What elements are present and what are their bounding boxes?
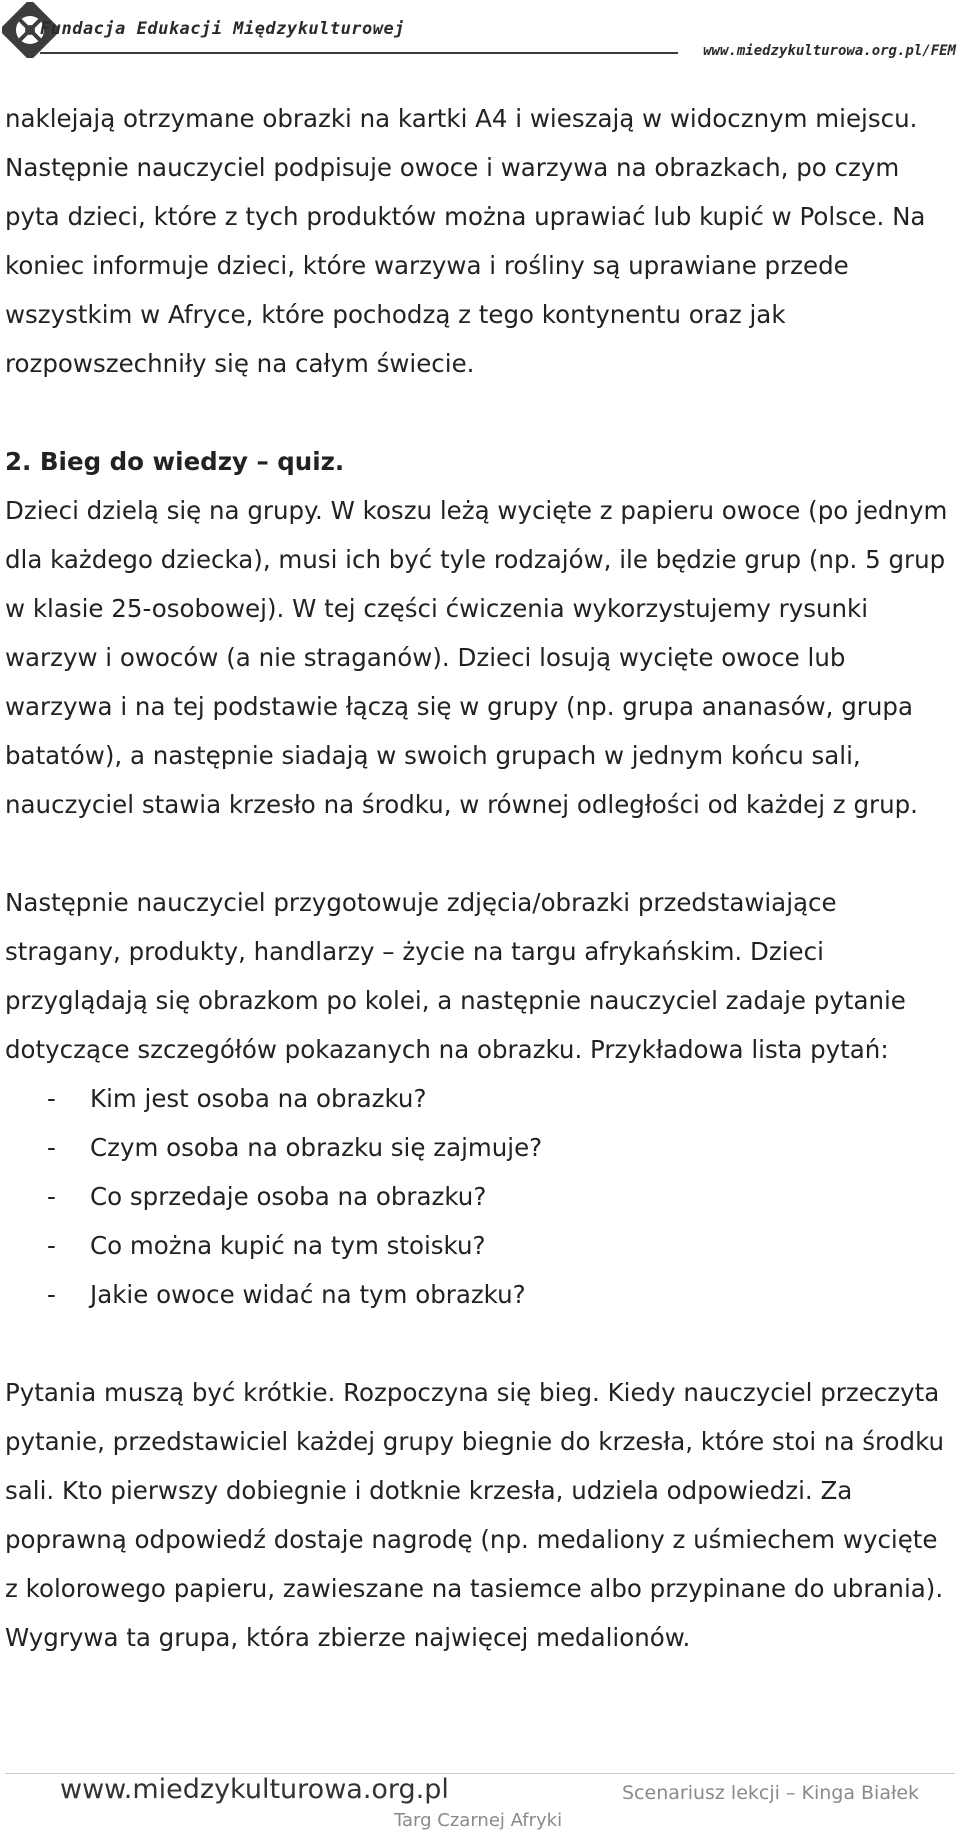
footer-title: Targ Czarnej Afryki (394, 1810, 563, 1831)
bullet-dash: - (47, 1133, 56, 1162)
organization-name: Fundacja Edukacji Międzykulturowej (40, 19, 405, 39)
footer-url[interactable]: www.miedzykulturowa.org.pl (60, 1774, 449, 1805)
header-divider (40, 52, 678, 54)
header-url[interactable]: www.miedzykulturowa.org.pl/FEM (703, 43, 956, 59)
question-text: Co sprzedaje osoba na obrazku? (90, 1182, 487, 1211)
list-item (5, 1270, 958, 1319)
list-item (5, 1221, 958, 1270)
bullet-dash: - (47, 1182, 56, 1211)
footer-author: Scenariusz lekcji – Kinga Białek (622, 1782, 920, 1804)
question-text: Co można kupić na tym stoisku? (90, 1231, 486, 1260)
bullet-dash: - (47, 1280, 56, 1309)
bullet-dash: - (47, 1231, 56, 1260)
paragraph-intro: naklejają otrzymane obrazki na kartki A4 i wieszają w widocznym miejscu. Następnie nauczyciel podpisuje owoce i warzywa na obrazkach, po czym pyta dzieci, które z tych produktów można uprawiać lub kupić w Polsce. Na koniec informuje dzieci, które warzywa i rośliny są uprawiane przede wszystkim w Afryce, które pochodzą z tego kontynentu oraz jak rozpowszechniły się na całym świecie. (5, 104, 926, 378)
document-body (5, 94, 958, 1662)
list-item (5, 1123, 958, 1172)
section-heading: 2. Bieg do wiedzy – quiz. (5, 447, 345, 476)
question-text: Kim jest osoba na obrazku? (90, 1084, 427, 1113)
list-item (5, 1172, 958, 1221)
question-text: Czym osoba na obrazku się zajmuje? (90, 1133, 543, 1162)
page-header (0, 0, 960, 70)
question-text: Jakie owoce widać na tym obrazku? (90, 1280, 526, 1309)
paragraph-race-rules: Pytania muszą być krótkie. Rozpoczyna się bieg. Kiedy nauczyciel przeczyta pytanie, przedstawiciel każdej grupy biegnie do krzesła, które stoi na środku sali. Kto pierwszy dobiegnie i dotknie krzesła, udziela odpowiedzi. Za poprawną odpowiedź dostaje nagrodę (np. medaliony z uśmiechem wycięte z kolorowego papieru, zawieszane na tasiemce albo przypinane do ubrania). Wygrywa ta grupa, która zbierze najwięcej medalionów. (5, 1378, 945, 1652)
paragraph-groups: Dzieci dzielą się na grupy. W koszu leżą wycięte z papieru owoce (po jednym dla każdego dziecka), musi ich być tyle rodzajów, ile będzie grup (np. 5 grup w klasie 25-osobowej). W tej części ćwiczenia wykorzystujemy rysunki warzyw i owoców (a nie straganów). Dzieci losują wycięte owoce lub warzywa i na tej podstawie łączą się w grupy (np. grupa ananasów, grupa batatów), a następnie siadają w swoich grupach w jednym końcu sali, nauczyciel stawia krzesło na środku, w równej odległości od każdej z grup. (5, 496, 948, 819)
question-list (5, 1074, 958, 1319)
paragraph-pictures: Następnie nauczyciel przygotowuje zdjęcia/obrazki przedstawiające stragany, produkty, handlarzy – życie na targu afrykańskim. Dzieci przyglądają się obrazkom po kolei, a następnie nauczyciel zadaje pytanie dotyczące szczegółów pokazanych na obrazku. Przykładowa lista pytań: (5, 888, 906, 1064)
bullet-dash: - (47, 1084, 56, 1113)
list-item (5, 1074, 958, 1123)
